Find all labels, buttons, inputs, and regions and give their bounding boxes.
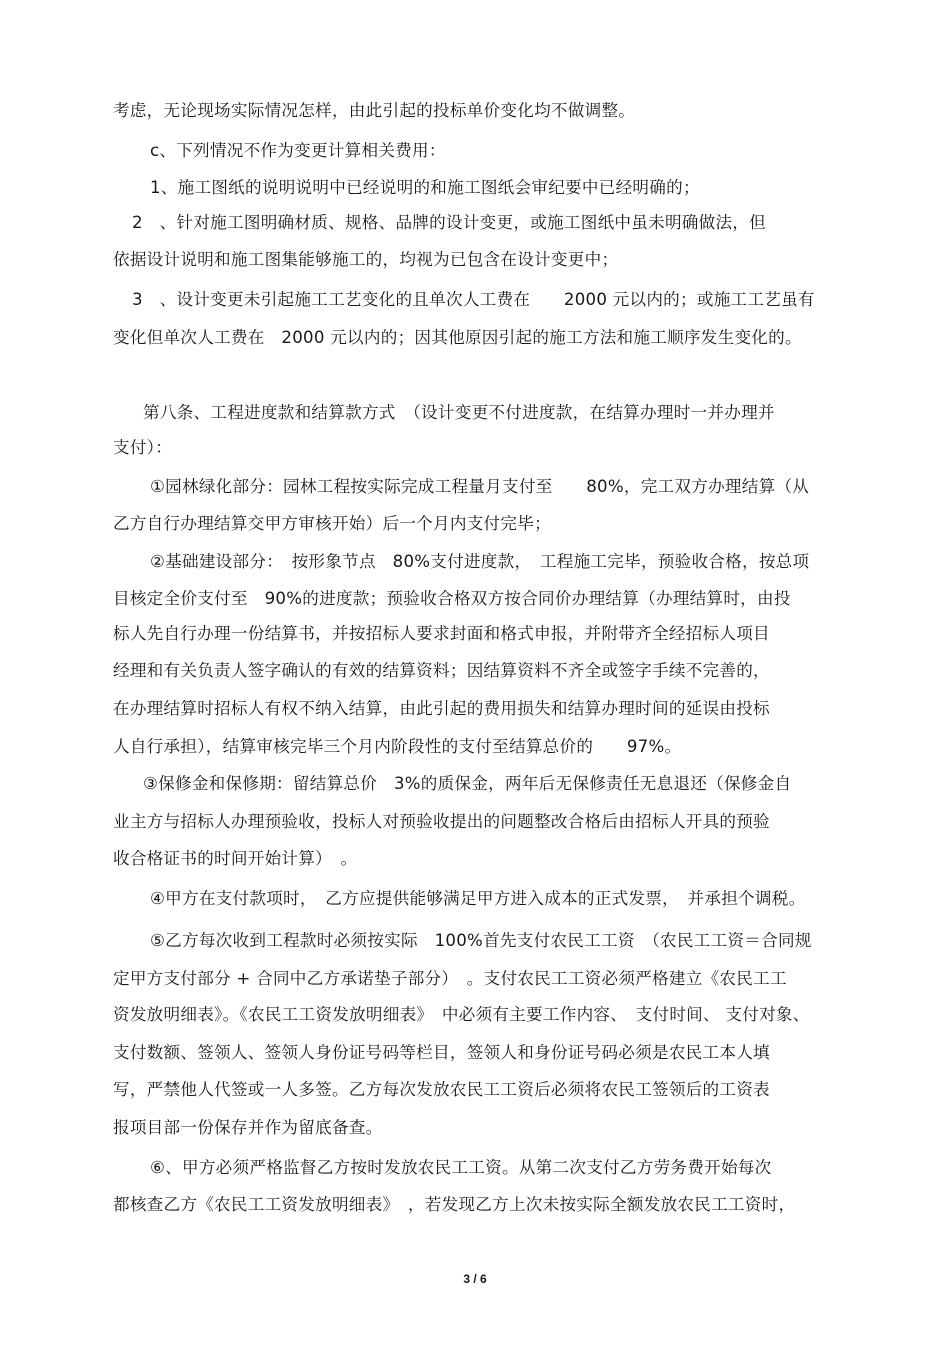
- text-line: 考虑，无论现场实际情况怎样，由此引起的投标单价变化均不做调整。: [113, 101, 636, 120]
- text-line: 报项目部一份保存并作为留底备查。: [113, 1118, 383, 1137]
- text-line: 资发放明细表》。《农民工工资发放明细表》 中必须有主要工作内容、 支付时间、 支付对象、: [113, 1005, 810, 1024]
- text-line: ②基础建设部分： 按形象节点 80%支付进度款， 工程施工完毕，预验收合格，按总项: [150, 552, 810, 571]
- text-line: 标人先自行办理一份结算书，并按招标人要求封面和格式申报，并附带齐全经招标人项目: [113, 624, 770, 643]
- text-line: 都核查乙方《农民工工资发放明细表》 ，若发现乙方上次未按实际全额发放农民工工资时，: [113, 1195, 796, 1214]
- text-line: 乙方自行办理结算交甲方审核开始）后一个月内支付完毕；: [113, 514, 551, 533]
- text-line: ⑤乙方每次收到工程款时必须按实际 100%首先支付农民工工资 （农民工工资＝合同规: [150, 931, 812, 950]
- text-line: c、下列情况不作为变更计算相关费用：: [150, 141, 446, 160]
- text-line: 经理和有关负责人签字确认的有效的结算资料；因结算资料不齐全或签字手续不完善的，: [113, 661, 770, 680]
- text-line: 2 、针对施工图明确材质、规格、品牌的设计变更，或施工图纸中虽未明确做法，但: [132, 213, 767, 232]
- text-line: 依据设计说明和施工图集能够施工的，均视为已包含在设计变更中；: [113, 250, 619, 269]
- text-line: 业主方与招标人办理预验收，投标人对预验收提出的问题整改合格后由招标人开具的预验: [113, 812, 770, 831]
- text-line: 1、施工图纸的说明说明中已经说明的和施工图纸会审纪要中已经明确的；: [150, 178, 700, 197]
- text-line: 收合格证书的时间开始计算） 。: [113, 849, 358, 868]
- text-line: 写，严禁他人代签或一人多签。乙方每次发放农民工工资后必须将农民工签领后的工资表: [113, 1080, 770, 1099]
- text-line: 支付数额、签领人、签领人身份证号码等栏目，签领人和身份证号码必须是农民工本人填: [113, 1043, 770, 1062]
- text-line: 3 、设计变更未引起施工工艺变化的且单次人工费在 2000 元以内的；或施工工艺虽有: [132, 290, 815, 309]
- text-line: ①园林绿化部分：园林工程按实际完成工程量月支付至 80%，完工双方办理结算（从: [150, 477, 810, 496]
- page-number: 3 / 6: [463, 1272, 487, 1286]
- section-heading: 第八条、工程进度款和结算款方式 （设计变更不付进度款，在结算办理时一并办理并: [143, 403, 775, 422]
- text-line: ⑥、甲方必须严格监督乙方按时发放农民工工资。从第二次支付乙方劳务费开始每次: [150, 1158, 772, 1177]
- text-line: 人自行承担），结算审核完毕三个月内阶段性的支付至结算总价的 97%。: [113, 737, 682, 756]
- text-line: 在办理结算时招标人有权不纳入结算，由此引起的费用损失和结算办理时间的延误由投标: [113, 699, 770, 718]
- text-line: ④甲方在支付款项时， 乙方应提供能够满足甲方进入成本的正式发票， 并承担个调税。: [150, 889, 806, 908]
- text-line: ③保修金和保修期：留结算总价 3%的质保金，两年后无保修责任无息退还（保修金自: [143, 774, 792, 793]
- text-line: 支付）：: [113, 438, 173, 457]
- text-line: 目核定全价支付至 90%的进度款；预验收合格双方按合同价办理结算（办理结算时，由投: [113, 589, 791, 608]
- text-line: 变化但单次人工费在 2000 元以内的；因其他原因引起的施工方法和施工顺序发生变化的。: [113, 328, 802, 347]
- text-line: 定甲方支付部分 + 合同中乙方承诺垫子部分） 。支付农民工工资必须严格建立《农民工工: [113, 969, 787, 988]
